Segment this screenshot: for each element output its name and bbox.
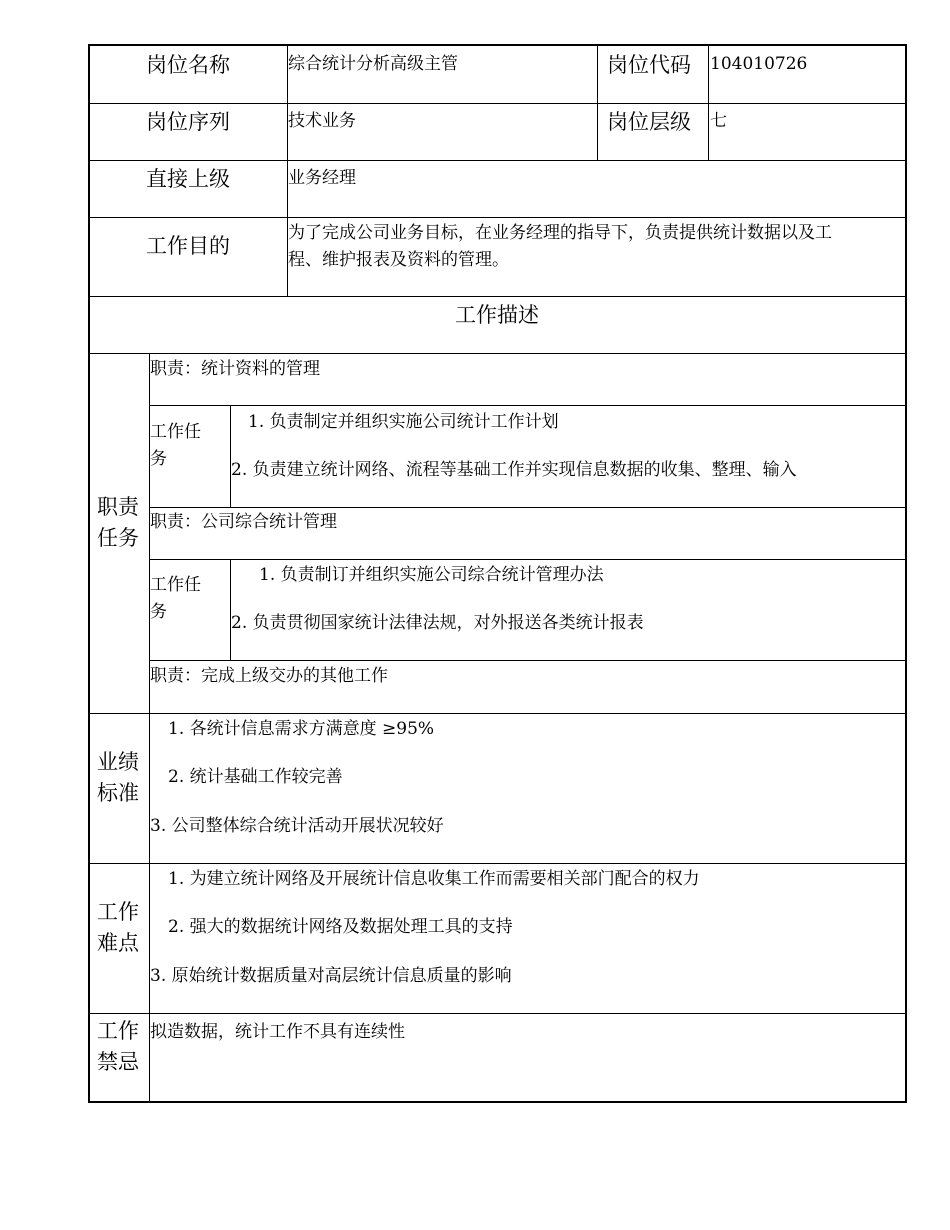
section-title: 工作描述: [455, 303, 539, 327]
task-item: 1. 负责制订并组织实施公司综合统计管理办法: [259, 565, 604, 585]
border-row-7: [88, 863, 907, 864]
task-item: 2. 负责贯彻国家统计法律法规，对外报送各类统计报表: [231, 613, 644, 633]
border-task-label-col-2: [230, 559, 231, 661]
border-row-6: [88, 713, 907, 714]
task-label-line-2: 务: [150, 602, 167, 622]
superior-value: 业务经理: [288, 168, 356, 188]
post-name-value: 综合统计分析高级主管: [288, 54, 458, 74]
taboos-label-line-1: 工作: [97, 1019, 139, 1043]
border-right: [905, 44, 907, 1103]
performance-item: 1. 各统计信息需求方满意度 ≥95%: [168, 719, 435, 739]
taboos-text: 拟造数据，统计工作不具有连续性: [150, 1022, 405, 1042]
border-code-label-left: [597, 44, 598, 161]
border-bottom: [88, 1101, 907, 1103]
border-duty-2: [149, 507, 907, 508]
border-row-5: [88, 353, 907, 354]
border-task-label-col-1: [230, 405, 231, 508]
duties-section-label-line-1: 职责: [97, 495, 139, 519]
purpose-label: 工作目的: [146, 234, 230, 258]
post-code-value: 104010726: [710, 54, 808, 74]
border-code-label-right: [708, 44, 709, 161]
post-level-label: 岗位层级: [607, 110, 691, 134]
difficulty-item: 2. 强大的数据统计网络及数据处理工具的支持: [168, 917, 513, 937]
border-row-1: [88, 103, 907, 104]
taboos-label-line-2: 禁忌: [97, 1050, 139, 1074]
performance-item: 3. 公司整体综合统计活动开展状况较好: [150, 816, 444, 836]
purpose-text-line-1: 为了完成公司业务目标，在业务经理的指导下，负责提供统计数据以及工: [288, 223, 832, 243]
duty-title: 职责：完成上级交办的其他工作: [150, 666, 388, 686]
superior-label: 直接上级: [146, 167, 230, 191]
performance-item: 2. 统计基础工作较完善: [168, 767, 343, 787]
task-item: 2. 负责建立统计网络、流程等基础工作并实现信息数据的收集、整理、输入: [231, 460, 797, 480]
task-label-line-2: 务: [150, 449, 167, 469]
duty-title: 职责：统计资料的管理: [150, 359, 320, 379]
post-series-value: 技术业务: [288, 111, 356, 131]
task-item: 1. 负责制定并组织实施公司统计工作计划: [248, 412, 559, 432]
border-top: [88, 44, 907, 46]
task-label-line-1: 工作任: [150, 422, 201, 442]
border-duty-4: [149, 660, 907, 661]
difficulties-label-line-1: 工作: [97, 900, 139, 924]
difficulty-item: 3. 原始统计数据质量对高层统计信息质量的影响: [150, 966, 512, 986]
border-duty-1: [149, 405, 907, 406]
post-code-label: 岗位代码: [607, 53, 691, 77]
performance-label-line-2: 标准: [97, 781, 139, 805]
border-row-4: [88, 296, 907, 297]
difficulties-label-line-2: 难点: [97, 931, 139, 955]
border-left: [88, 44, 90, 1103]
performance-label-line-1: 业绩: [97, 750, 139, 774]
border-duty-3: [149, 559, 907, 560]
purpose-text-line-2: 程、维护报表及资料的管理。: [288, 250, 509, 270]
border-row-3: [88, 217, 907, 218]
task-label-line-1: 工作任: [150, 575, 201, 595]
post-level-value: 七: [710, 111, 727, 131]
post-series-label: 岗位序列: [146, 110, 230, 134]
post-name-label: 岗位名称: [146, 53, 230, 77]
duties-section-label-line-2: 任务: [97, 526, 139, 550]
difficulty-item: 1. 为建立统计网络及开展统计信息收集工作而需要相关部门配合的权力: [168, 869, 700, 889]
border-row-2: [88, 160, 907, 161]
border-row-8: [88, 1013, 907, 1014]
duty-title: 职责：公司综合统计管理: [150, 512, 337, 532]
